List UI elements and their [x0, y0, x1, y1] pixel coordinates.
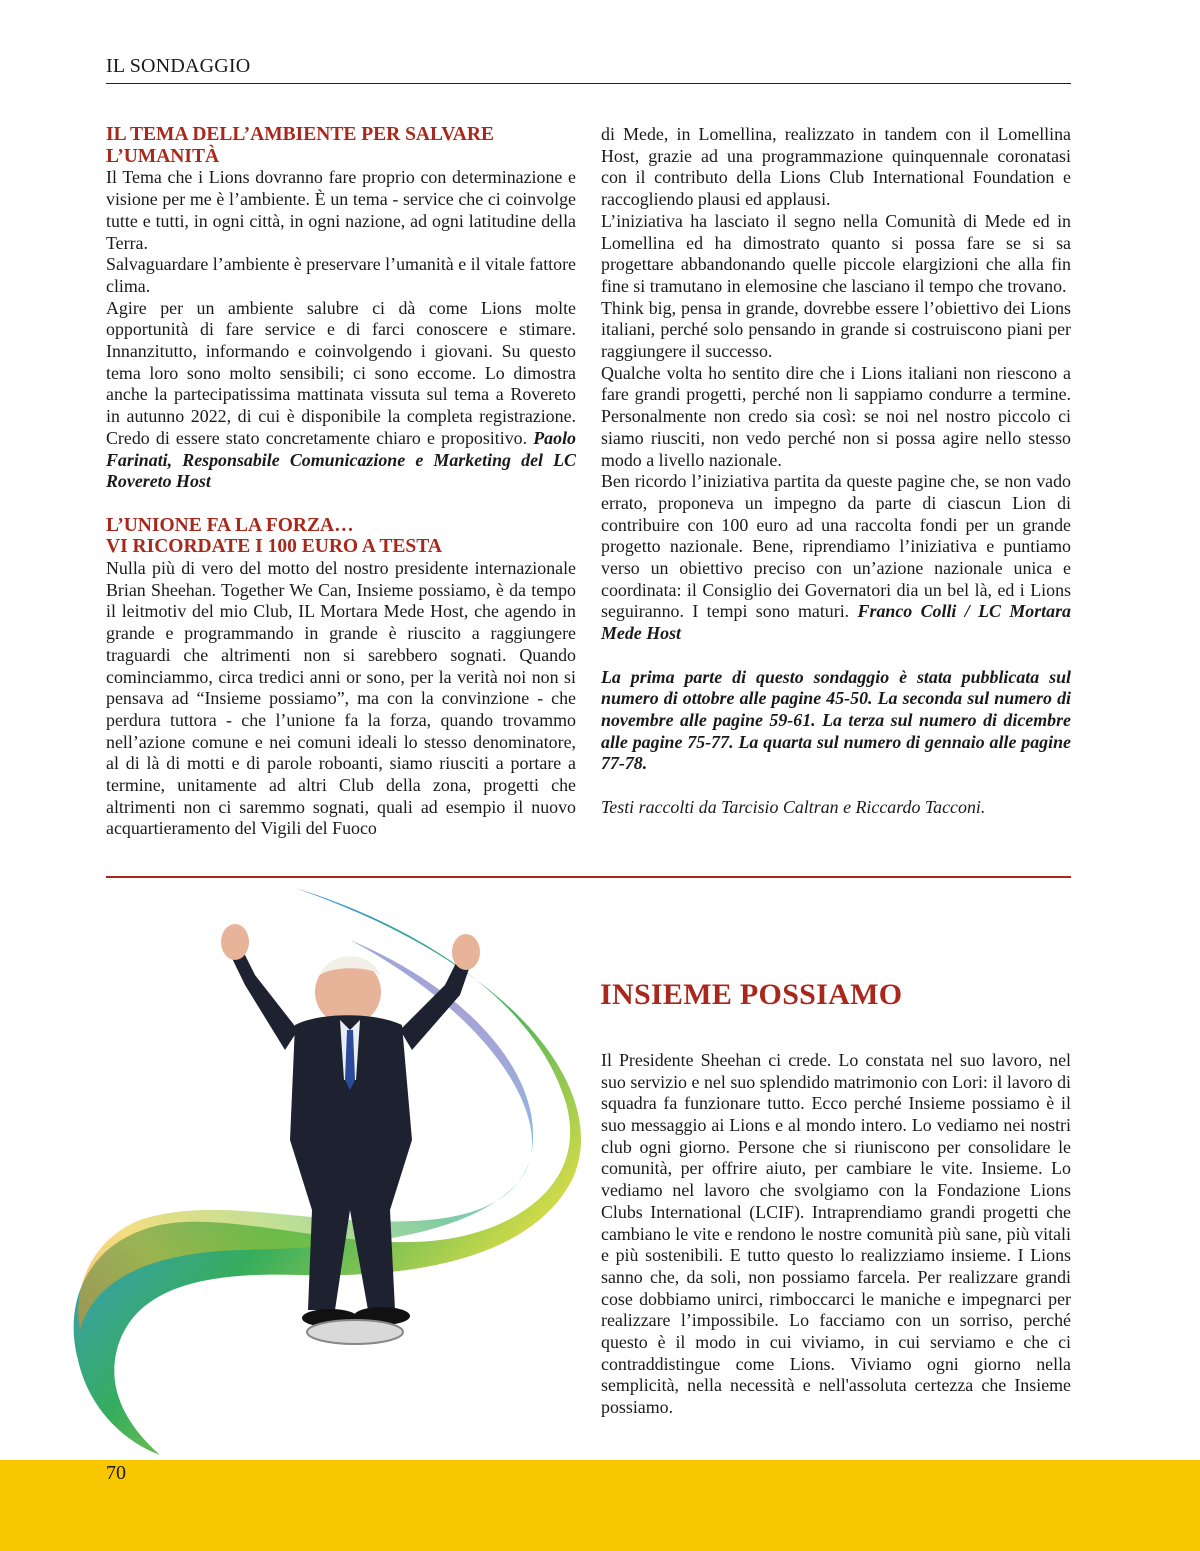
paragraph-text: Ben ricordo l’iniziativa partita da queste pagine che, se non vado errato, proponeva un impegno da parte di ciascun Lion di contribuire con 100 euro ad una raccolta fondi per un grande progetto nazionale. Bene, riprendiamo l’iniziativa e puntiamo verso un obiettivo preciso con un’azione nazionale unica e coordinata: il Consiglio dei Governatori dia un bel là, ed i Lions seguiranno. I tempi sono maturi. — [601, 471, 1071, 622]
insieme-possiamo-title: INSIEME POSSIAMO — [600, 978, 903, 1011]
paragraph: Think big, pensa in grande, dovrebbe essere l’obiettivo dei Lions italiani, perché solo pensando in grande si costruiscono piani per raggiungere il successo. — [601, 297, 1071, 362]
author-signature: Paolo Farinati, Responsabile Comunicazione e Marketing del LC Rovereto Host — [106, 427, 576, 492]
president-photo — [50, 880, 590, 1460]
credits-line: Testi raccolti da Tarcisio Caltran e Riccardo Tacconi. — [601, 796, 986, 817]
paragraph: Salvaguardare l’ambiente è preservare l’umanità e il vitale fattore clima. — [106, 254, 576, 296]
section-title-line: IL TEMA DELL’AMBIENTE PER SALVARE — [106, 124, 494, 145]
paragraph — [106, 298, 576, 493]
section-title-line: VI RICORDATE I 100 EURO A TESTA — [106, 536, 442, 558]
section-title-unione — [106, 515, 576, 558]
section-divider — [106, 876, 1071, 878]
section-title-line: L’UNIONE FA LA FORZA… — [106, 514, 354, 536]
person-figure — [221, 924, 480, 1344]
paragraph: Il Tema che i Lions dovranno fare proprio con determinazione e visione per me è l’ambiente. È un tema - service che ci coinvolge tutte e tutti, in ogni città, in ogni nazione, ad ogni latitudine della Terra. — [106, 167, 576, 253]
running-header — [106, 55, 1071, 84]
paragraph: Nulla più di vero del motto del nostro presidente internazionale Brian Sheehan. Together We Can, Insieme possiamo, è da tempo il leitmotiv del mio Club, IL Mortara Mede Host, che agendo in grande e programmando in grande è riuscito a raggiungere traguardi che altrimenti non si sarebbero sognati. Quando cominciammo, circa tredici anni or sono, per la verità noi non si pensava ad “Insieme possiamo”, ma con la convinzione - che perdura tuttora - che l’unione fa la forza, quando trovammo nell’azione comune e nei comuni ideali lo stesso denominatore, al di là di motti e di parole roboanti, siamo riusciti a portare a termine, unitamente ad altri Club della zona, progetti che altrimenti non ci saremmo sognati, quali ad esempio il nuovo acquartieramento del Vigili del Fuoco — [106, 558, 576, 839]
paragraph: Qualche volta ho sentito dire che i Lions italiani non riescono a fare grandi progetti, perché non li sappiamo condurre a termine. Personalmente non credo sia così: se noi nel nostro piccolo ci siamo riusciti, non vedo perché non si possa agire nello stesso modo a livello nazionale. — [601, 362, 1071, 470]
insieme-possiamo-body: Il Presidente Sheehan ci crede. Lo constata nel suo lavoro, nel suo servizio e nel suo splendido matrimonio con Lori: il lavoro di squadra fa funzionare tutto. Ecco perché Insieme possiamo è il suo messaggio ai Lions e al mondo intero. Lo vediamo nei nostri club ogni giorno. Persone che si riuniscono per consolidare le comunità, per offrire aiuto, per cambiare le vite. Insieme. Lo vediamo nel lavoro che svolgiamo con la Fondazione Lions Clubs International (LCIF). Intraprendiamo grandi progetti che cambiano le vite e rendono le nostre comunità più sane, più vitali e più sostenibili. E tutto questo lo realizziamo insieme. I Lions sanno che, da soli, non possiamo farcela. Per realizzare grandi cose dobbiamo unirci, rimboccarci le maniche e impegnarci per realizzare l’impossibile. Lo facciamo con un sorriso, perché questo è il modo in cui viviamo, in cui serviamo e che ci contraddistingue come Lions. Viviamo ogni giorno nella semplicità, nella necessità e nell'assoluta certezza che Insieme possiamo. — [601, 1049, 1071, 1418]
paragraph-text: Agire per un ambiente salubre ci dà come Lions molte opportunità di fare service e di farci conoscere e stimare. Innanzitutto, informando e coinvolgendo i giovani. Su questo tema loro sono molto sensibili; ci sono eccome. Lo dimostra anche la partecipatissima mattinata vissuta sul tema a Rovereto in autunno 2022, di cui è disponibile la completa registrazione. Credo di essere stato concretamente chiaro e propositivo. — [106, 297, 576, 448]
paragraph: di Mede, in Lomellina, realizzato in tandem con il Lomellina Host, grazie ad una programmazione quinquennale coronatasi con il contributo della Lions Club International Foundation e raccogliendo plausi ed applausi. — [601, 124, 1071, 210]
section-title-line: L’UMANITÀ — [106, 145, 220, 167]
section-label: IL SONDAGGIO — [106, 55, 251, 77]
section-title-ambiente — [106, 124, 576, 167]
publication-note: La prima parte di questo sondaggio è stata pubblicata sul numero di ottobre alle pagine 45-50. La seconda sul numero di novembre alle pagine 59-61. La terza sul numero di dicembre alle pagine 75-77. La quarta sul numero di gennaio alle pagine 77-78. — [601, 666, 1071, 774]
right-column — [601, 124, 1071, 818]
footer-bar — [0, 1460, 1200, 1551]
left-column — [106, 124, 576, 840]
author-signature: Franco Colli / LC Mortara Mede Host — [601, 601, 1071, 644]
paragraph: L’iniziativa ha lasciato il segno nella Comunità di Mede ed in Lomellina ed ha dimostrato quanto si possa fare se si sa progettare abbandonando quelle piccole elargizioni che alla fin fine si tramutano in elemosine che lasciano il tempo che trovano. — [601, 210, 1071, 296]
paragraph — [601, 471, 1071, 645]
page-number: 70 — [106, 1462, 126, 1484]
